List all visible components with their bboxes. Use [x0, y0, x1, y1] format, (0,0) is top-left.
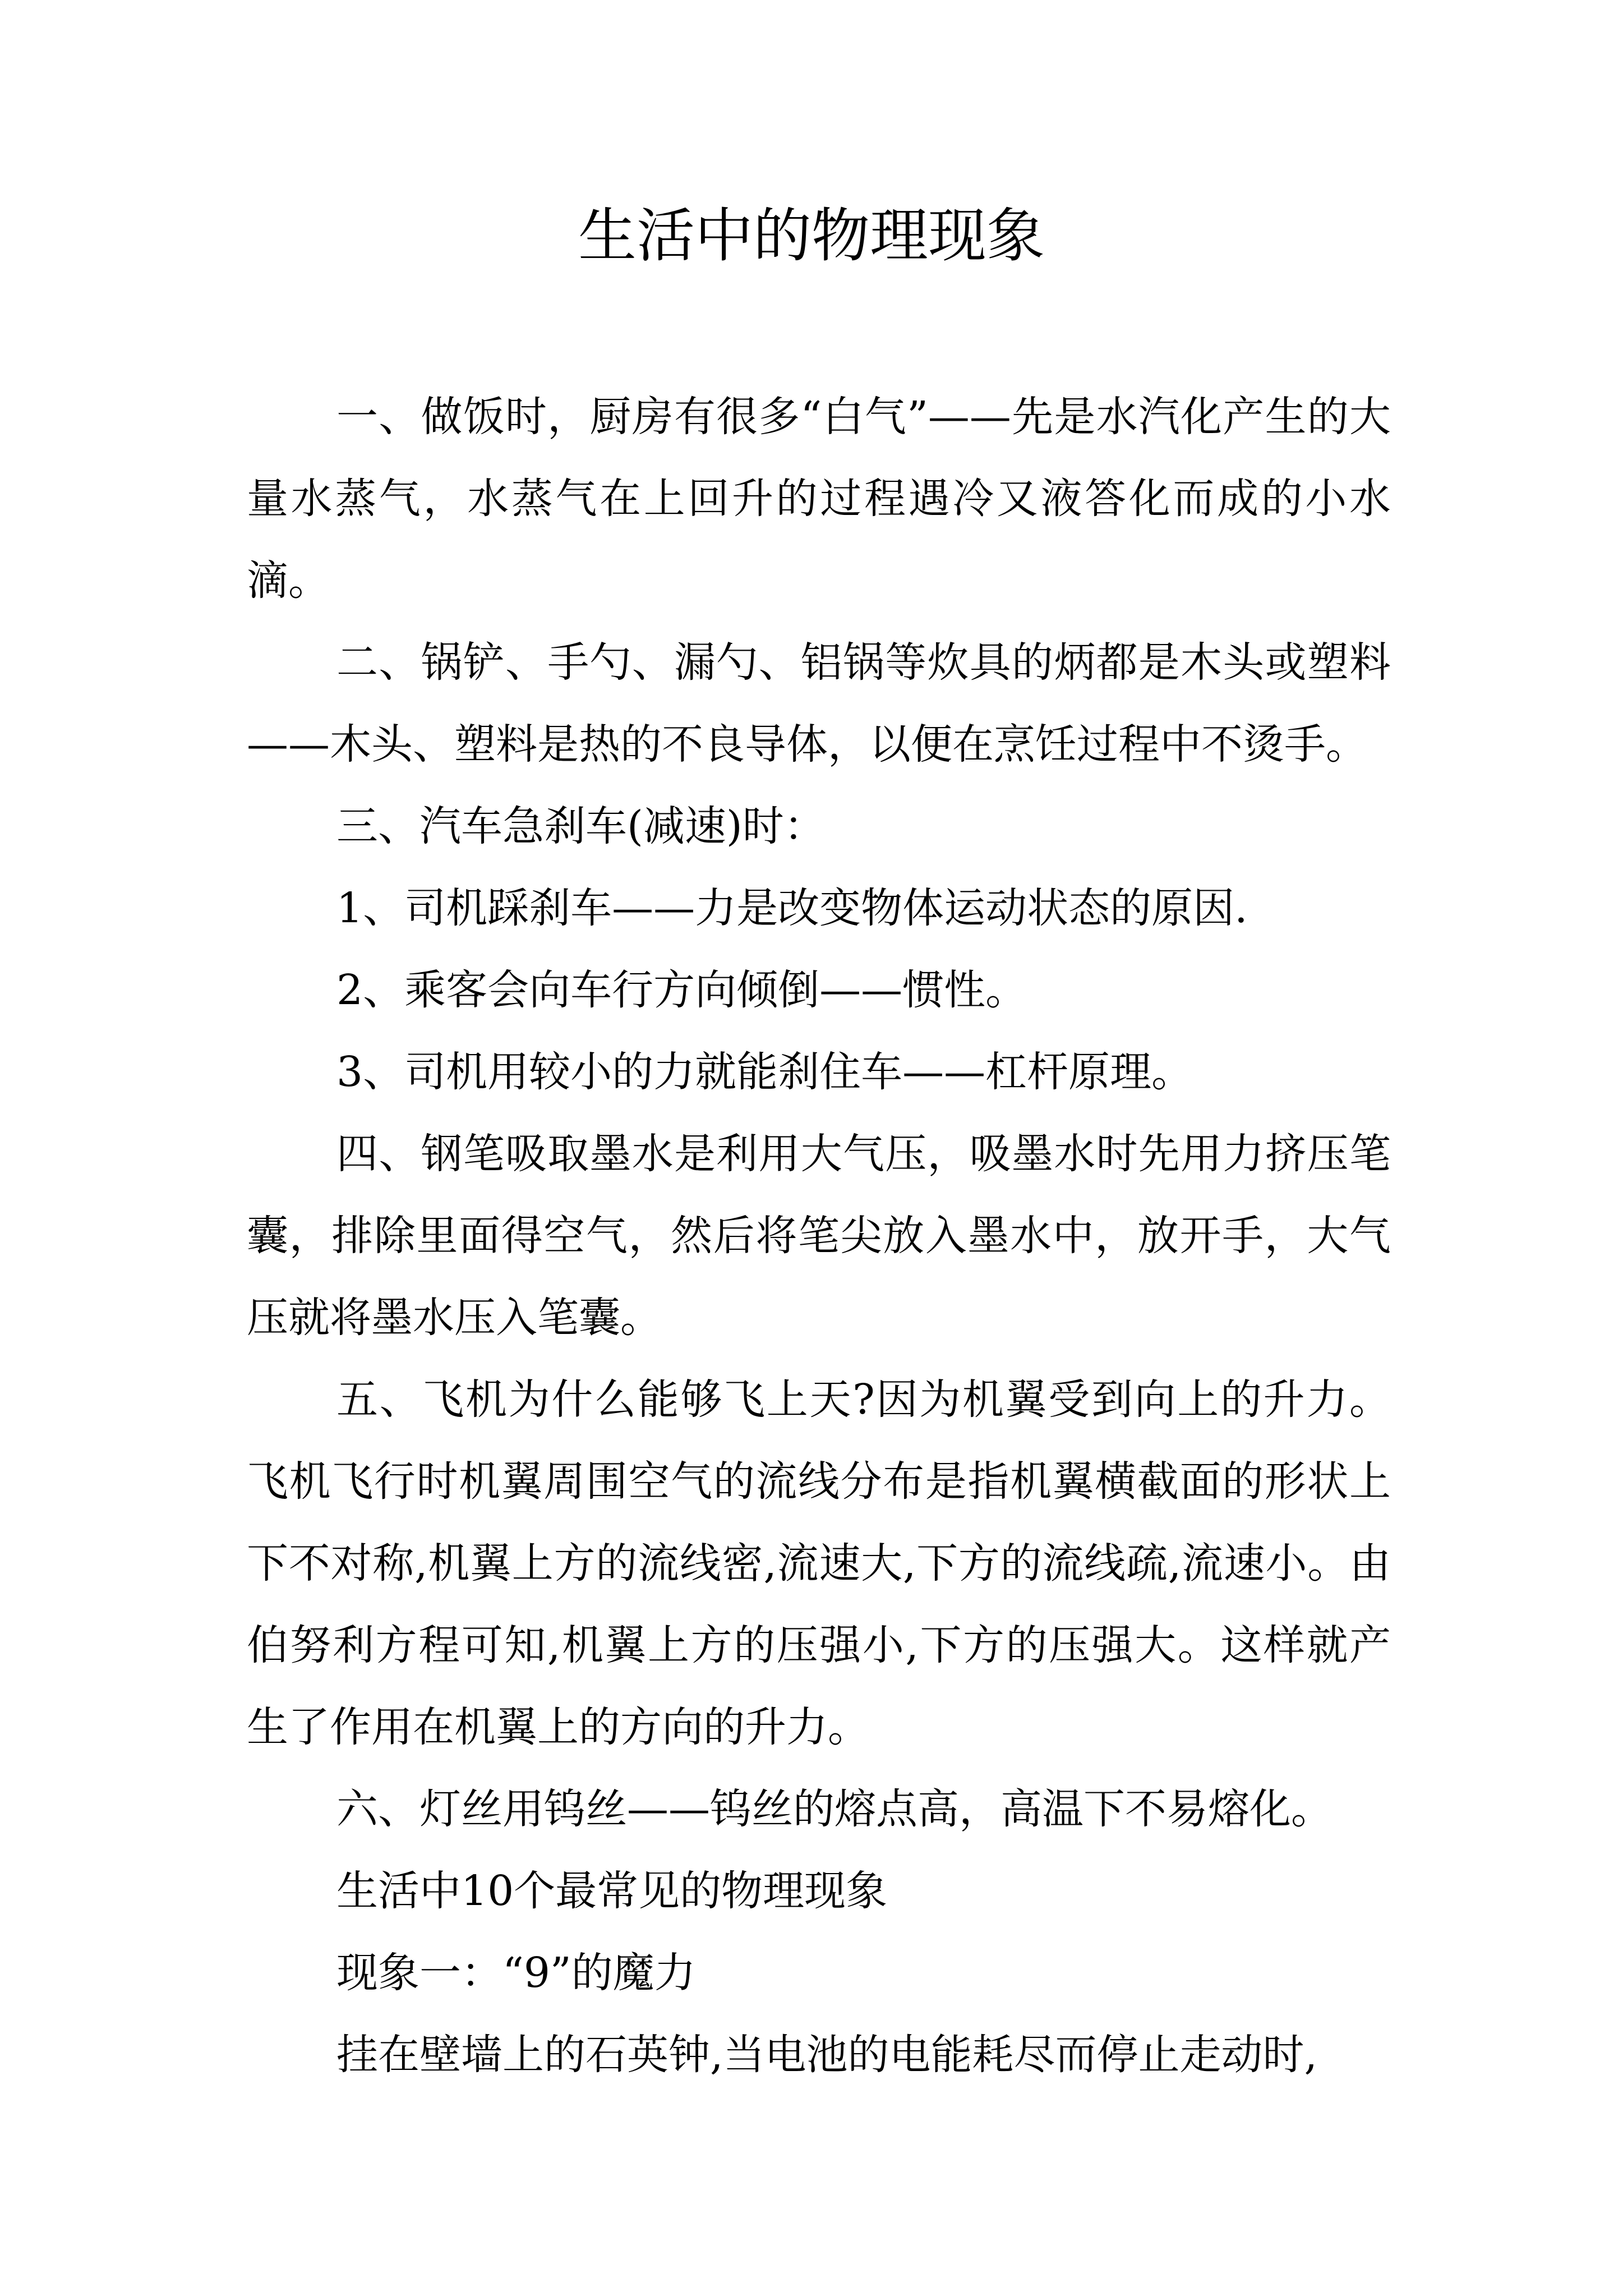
paragraph-7: 挂在壁墙上的石英钟,当电池的电能耗尽而停止走动时,: [336, 2031, 1318, 2079]
paragraph-5: 五、飞机为什么能够飞上天?因为机翼受到向上的升力。飞机飞行时机翼周围空气的流线分布是指机翼横截面的形状上下不对称,机翼上方的流线密,流速大,下方的流线疏,流速小。由伯努利方程可知,机翼上方的压强小,下方的压强大。这样就产生了作用在机翼上的方向的升力。: [247, 1375, 1391, 1751]
section-heading: 生活中10个最常见的物理现象: [336, 1867, 888, 1915]
paragraph-1: 一、做饭时，厨房有很多“白气”——先是水汽化产生的大量水蒸气，水蒸气在上回升的过程遇冷又液答化而成的小水滴。: [247, 393, 1391, 605]
list-item-3: 3、司机用较小的力就能刹住车——杠杆原理。: [336, 1048, 1193, 1096]
paragraph-3: 三、汽车急刹车(减速)时：: [336, 802, 826, 850]
document-title: 生活中的物理现象: [578, 201, 1045, 270]
list-item-2: 2、乘客会向车行方向倾倒——惯性。: [336, 966, 1027, 1014]
paragraph-6: 六、灯丝用钨丝——钨丝的熔点高，高温下不易熔化。: [336, 1785, 1332, 1833]
list-item-1: 1、司机踩刹车——力是改变物体运动状态的原因.: [336, 884, 1248, 932]
document-body: [247, 376, 1391, 2096]
paragraph-4: 四、钢笔吸取墨水是利用大气压，吸墨水时先用力挤压笔囊，排除里面得空气，然后将笔尖放入墨水中，放开手，大气压就将墨水压入笔囊。: [247, 1130, 1391, 1342]
paragraph-2: 二、锅铲、手勺、漏勺、铝锅等炊具的炳都是木头或塑料——木头、塑料是热的不良导体，以便在烹饪过程中不烫手。: [247, 638, 1391, 769]
phenomenon-heading: 现象一：“9”的魔力: [336, 1949, 696, 1997]
